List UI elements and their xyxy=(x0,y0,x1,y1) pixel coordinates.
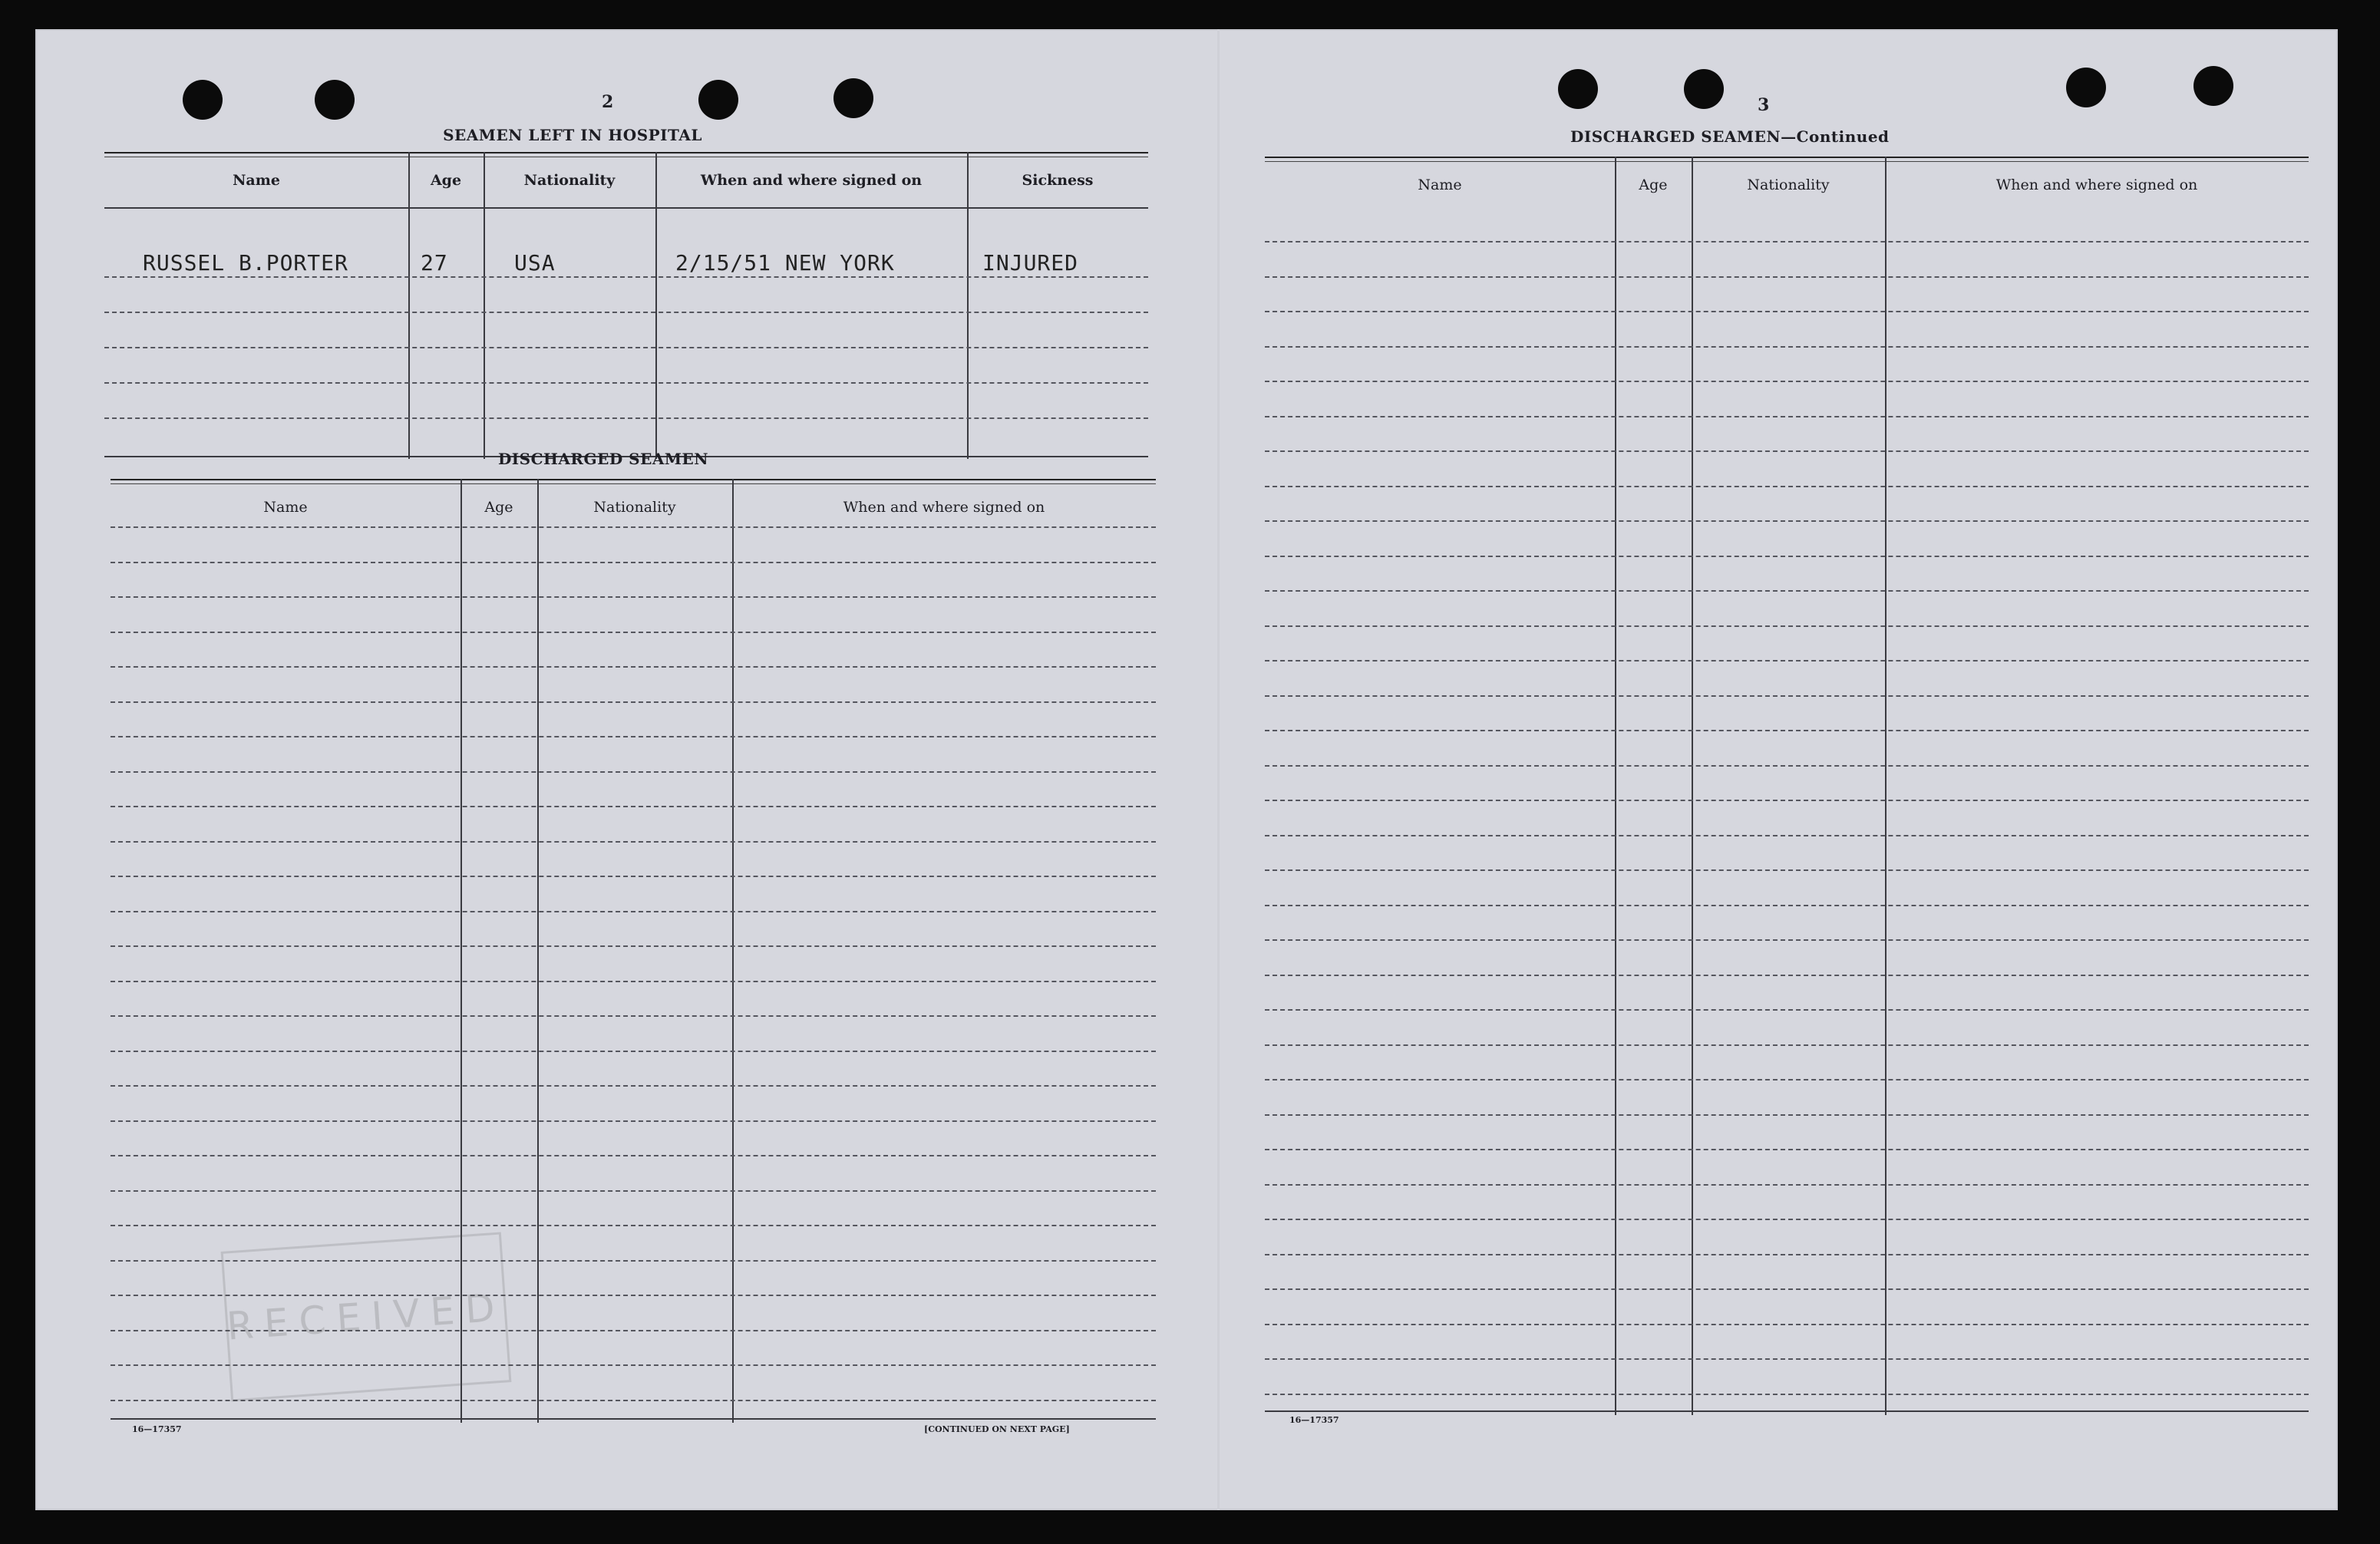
col-name: Name xyxy=(1418,177,1462,193)
table-row-line xyxy=(111,632,1156,633)
form-number-right: 16—17357 xyxy=(1289,1415,1339,1425)
table-row-line xyxy=(1265,730,2309,731)
col-nationality: Nationality xyxy=(1747,177,1830,193)
heading-main: DISCHARGED SEAMEN xyxy=(1570,127,1781,146)
table-row-line xyxy=(1265,1044,2309,1046)
table-row-line xyxy=(1265,556,2309,557)
page-number-right: 3 xyxy=(1758,95,1770,115)
table-row-line xyxy=(111,1051,1156,1052)
heading-continued: —Continued xyxy=(1781,127,1890,146)
table-row-line xyxy=(1265,381,2309,382)
col-signed-on: When and where signed on xyxy=(843,499,1045,516)
table-row-line xyxy=(1265,311,2309,312)
hospital-age-cell: 27 xyxy=(421,250,448,275)
table-row-line xyxy=(1265,869,2309,871)
col-signed-on: When and where signed on xyxy=(1995,177,2198,193)
table-row-line xyxy=(111,562,1156,563)
table-row-line xyxy=(1265,276,2309,278)
punch-hole xyxy=(2066,68,2106,107)
page-fold xyxy=(1217,29,1220,1510)
table-row-line xyxy=(1265,1009,2309,1011)
punch-hole xyxy=(1684,69,1724,109)
table-row-line xyxy=(111,945,1156,947)
table-row-line xyxy=(111,771,1156,773)
table-row-line xyxy=(111,596,1156,598)
continued-note: [CONTINUED ON NEXT PAGE] xyxy=(924,1424,1070,1434)
punch-hole xyxy=(1558,69,1598,109)
received-stamp: RECEIVED xyxy=(221,1232,512,1401)
table-row-line xyxy=(1265,905,2309,906)
table-row-line xyxy=(111,1400,1156,1401)
table-row-line xyxy=(111,666,1156,668)
table-row-line xyxy=(1265,1288,2309,1290)
table-row-line xyxy=(111,1190,1156,1192)
col-nationality: Nationality xyxy=(593,499,676,516)
table-row-line xyxy=(111,911,1156,912)
table-row-line xyxy=(111,1085,1156,1087)
table-row-line xyxy=(111,1015,1156,1017)
table-row-line xyxy=(111,1225,1156,1226)
hospital-name-cell: RUSSEL B.PORTER xyxy=(143,250,348,275)
page-number-left: 2 xyxy=(602,92,614,112)
table-row-line xyxy=(1265,416,2309,417)
table-row-line xyxy=(1265,1184,2309,1186)
table-row-line xyxy=(1265,975,2309,976)
table-row-line xyxy=(1265,450,2309,452)
table-row-line xyxy=(1265,800,2309,801)
table-row-line xyxy=(1265,486,2309,487)
table-row-line xyxy=(111,876,1156,877)
hospital-sickness-cell: INJURED xyxy=(982,250,1079,275)
table-row-line xyxy=(1265,1254,2309,1255)
table-row-line xyxy=(111,1155,1156,1156)
col-age: Age xyxy=(430,172,462,189)
table-row-line xyxy=(111,981,1156,982)
table-row-line xyxy=(1265,835,2309,836)
table-row-line xyxy=(1265,695,2309,697)
table-row-line xyxy=(1265,590,2309,592)
table-row-line xyxy=(1265,660,2309,661)
punch-hole xyxy=(833,78,873,118)
col-name: Name xyxy=(233,172,280,189)
col-age: Age xyxy=(484,499,513,516)
col-age: Age xyxy=(1639,177,1668,193)
table-row-line xyxy=(111,736,1156,737)
punch-hole xyxy=(315,80,355,120)
col-nationality: Nationality xyxy=(523,172,616,189)
table-row-line xyxy=(1265,346,2309,348)
col-name: Name xyxy=(263,499,308,516)
discharged-table-right xyxy=(1265,157,2309,1415)
col-signed-on: When and where signed on xyxy=(700,172,923,189)
hospital-signed-cell: 2/15/51 NEW YORK xyxy=(675,250,895,275)
table-row-line xyxy=(1265,1358,2309,1360)
table-row-line xyxy=(1265,1219,2309,1220)
hospital-heading: SEAMEN LEFT IN HOSPITAL xyxy=(443,126,702,144)
form-number-left: 16—17357 xyxy=(132,1424,182,1434)
table-row-line xyxy=(1265,765,2309,767)
col-sickness: Sickness xyxy=(1022,172,1094,189)
discharged-continued-heading xyxy=(1570,127,2000,146)
table-row-line xyxy=(1265,1149,2309,1150)
table-row-line xyxy=(111,1120,1156,1122)
table-row-line xyxy=(1265,1394,2309,1395)
document-sheet xyxy=(35,29,2338,1510)
punch-hole xyxy=(2193,66,2233,106)
hospital-nationality-cell: USA xyxy=(514,250,556,275)
table-row-line xyxy=(1265,1114,2309,1116)
hospital-table xyxy=(104,152,1148,459)
table-row-line xyxy=(1265,1324,2309,1325)
punch-hole xyxy=(183,80,223,120)
table-row-line xyxy=(111,701,1156,703)
table-row-line xyxy=(1265,1079,2309,1080)
table-row-line xyxy=(111,526,1156,528)
punch-hole xyxy=(698,80,738,120)
table-row-line xyxy=(1265,939,2309,941)
table-row-line xyxy=(1265,520,2309,522)
table-row-line xyxy=(111,841,1156,843)
table-row-line xyxy=(1265,625,2309,627)
discharged-heading: DISCHARGED SEAMEN xyxy=(497,450,709,468)
table-row-line xyxy=(1265,241,2309,242)
table-row-line xyxy=(111,806,1156,807)
